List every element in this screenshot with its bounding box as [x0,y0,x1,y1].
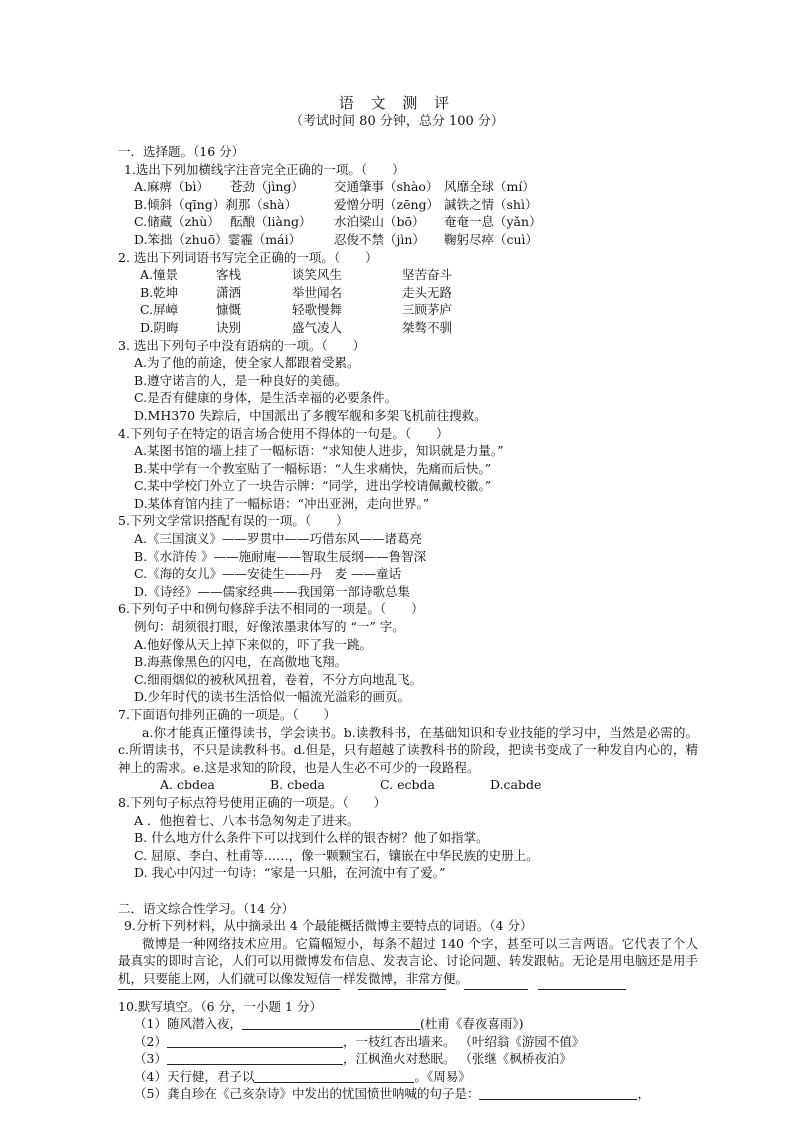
q10-item-1 [118,1015,698,1033]
q6-example: 例句：胡须很打眼，好像浓墨隶体写的 “一” 字。 [134,619,405,635]
q1-b-col3: 爱憎分明（zēng） [334,196,440,212]
q10-item-1-blank[interactable] [242,1016,420,1030]
section-spacer [118,882,698,900]
q5-option-d: D.《诗经》——儒家经典——我国第一部诗歌总集 [134,583,411,599]
q10-item-3 [118,1050,698,1068]
q6-option-a: A.他好像从天上掉下来似的，吓了我一跳。 [134,636,373,652]
q2-b-w1: B.乾坤 [140,284,179,300]
q10-item-1-before: 随风潜入夜， [166,1016,242,1032]
q1-c-col2: 酝酿（liàng） [230,214,312,230]
q4-stem: 4.下列句子在特定的语言场合使用不得体的一句是。（ ） [118,425,449,441]
q10-item-4-blank[interactable] [254,1069,414,1083]
q8-stem: 8.下列句子标点符号使用正确的一项是。（ ） [118,794,387,810]
q10-item-4 [118,1068,698,1086]
q5-option-a: A.《三国演义》——罗贯中——巧借东风——诸葛亮 [134,531,423,547]
q2-option-c [118,301,698,319]
q10-item-1-num: （1） [134,1016,167,1032]
q3-option-b: B.遵守诺言的人，是一种良好的美德。 [134,372,348,388]
q7-option-c: C. ecbda [380,777,435,793]
q10-item-5-blank[interactable] [479,1086,637,1100]
q9-blank-4[interactable] [538,988,626,990]
q7-option-b: B. cbeda [270,777,325,793]
q1-option-b [118,196,698,214]
q10-item-4-num: （4） [134,1068,167,1084]
q4-option-d: D.某体育馆内挂了一幅标语：“冲出亚洲，走向世界。” [134,495,430,511]
q2-d-w1: D.阴晦 [140,319,179,335]
q2-d-w2: 诀别 [216,319,242,335]
q10-item-4-after: 。《周易》 [414,1068,471,1084]
q1-option-a [118,178,698,196]
q3-option-c: C.是否有健康的身体，是生活幸福的必要条件。 [134,390,398,406]
q1-d-col4: 鞠躬尽瘁（cuì） [444,231,539,247]
q10-item-2-blank[interactable] [167,1034,343,1048]
q2-b-w4: 走头无路 [402,284,453,300]
q2-option-b [118,284,698,302]
q2-b-w3: 举世闻名 [292,284,343,300]
q2-a-w3: 谈笑风生 [292,267,343,283]
q10-item-4-before: 天行健，君子以 [166,1068,255,1084]
section1-heading: 一．选择题。（16 分） [118,144,245,159]
q1-d-col1: D.笨拙（zhuō）霎霾（mái） [134,231,302,247]
q10-item-5-num: （5） [134,1086,167,1102]
q2-a-w2: 客栈 [216,267,242,283]
q9-blank-1[interactable] [118,988,340,990]
q2-c-w2: 慷慨 [216,302,242,318]
q10-item-3-blank[interactable] [167,1051,343,1065]
q2-d-w3: 盛气凌人 [292,319,343,335]
q2-option-d [118,319,698,337]
q2-d-w4: 桀骜不驯 [402,319,453,335]
q1-b-col4: 諴铁之情（shì） [444,196,538,212]
q4-option-b: B.某中学有一个教室贴了一幅标语：“人生求痛快，先痛而后快。” [134,460,492,476]
q2-c-w4: 三顾茅庐 [402,302,453,318]
q6-stem: 6.下列句子中和例句修辞手法不相同的一项是。（ ） [118,601,424,617]
q10-item-2-after: ，一枝红杏出墙来。 （叶绍翁《游园不值》 [342,1033,585,1049]
q1-a-col1: A.麻痹（bì） [134,179,210,195]
q7-options [118,776,698,794]
q10-stem: 10.默写填空。（6 分，一小题 1 分） [118,998,322,1014]
q1-c-col4: 奄奄一息（yǎn） [444,214,542,230]
q10-item-5-after: ， [637,1086,650,1102]
q1-a-col3: 交通肇事（shào） [334,179,439,195]
q2-c-w1: C.屏嶂 [140,302,179,318]
q3-option-d: D.MH370 失踪后，中国派出了多艘军舰和多架飞机前往搜救。 [134,407,487,423]
q1-a-col4: 风靡全球（mí） [444,179,535,195]
q9-stem: 9.分析下列材料，从中摘录出 4 个最能概括微博主要特点的词语。（4 分） [124,918,533,934]
q8-option-c: C. 屈原、李白、杜甫等……，像一颗颗宝石，镶嵌在中华民族的史册上。 [134,847,539,863]
section2-heading: 二．语文综合性学习。（14 分） [118,900,295,916]
q3-stem: 3. 选出下列句子中没有语病的一项。（ ） [118,337,366,353]
exam-subtitle: （考试时间 80 分钟，总分 100 分） [290,114,504,129]
exam-title: 语 文 测 评 [338,94,456,112]
q1-d-col3: 忍俊不禁（jìn） [334,231,425,247]
q6-option-b: B.海燕像黑色的闪电，在高傲地飞翔。 [134,654,348,670]
q1-option-c [118,213,698,231]
q10-item-5-before: 龚自珍在《己亥杂诗》中发出的忧国愤世呐喊的句子是： [166,1086,480,1102]
q10-item-2-num: （2） [134,1033,167,1049]
q10-item-3-num: （3） [134,1051,167,1067]
q10-item-3-after: ，江枫渔火对愁眠。 （张继《枫桥夜泊》 [342,1051,572,1067]
q2-a-w1: A.憧景 [140,267,179,283]
q7-option-a: A. cbdea [160,777,215,793]
q10-item-2 [118,1033,698,1051]
exam-content [118,143,698,1103]
q2-c-w3: 轻歌慢舞 [292,302,343,318]
q9-blank-2[interactable] [358,988,446,990]
q2-b-w2: 潇洒 [216,284,242,300]
q5-option-b: B.《水浒传 》——施耐庵——智取生辰纲——鲁智深 [134,548,427,564]
q1-c-col1: C.储藏（zhù） [134,214,220,230]
q8-option-b: B. 什么地方什么条件下可以找到什么样的银杏树？他了如指掌。 [134,830,489,846]
q5-stem: 5.下列文学常识搭配有误的一项。（ ） [118,513,349,529]
q10-item-1-after: (杜甫《春夜喜雨》) [419,1016,524,1032]
q2-stem: 2. 选出下列词语书写完全正确的一项。（ ） [118,249,378,265]
q6-option-d: D.少年时代的读书生活恰似一幅流光溢彩的画页。 [134,689,411,705]
q1-a-col2: 苍劲（jìng） [230,179,304,195]
q5-option-c: C.《海的女儿》——安徒生——丹 麦 ——童话 [134,566,402,582]
q7-option-d: D.cabde [490,777,542,793]
q2-a-w4: 坚苦奋斗 [402,267,453,283]
q1-stem: 1.选出下列加横线字注音完全正确的一项。（ ） [124,161,405,177]
q1-c-col3: 水泊梁山（bō） [334,214,425,230]
q4-option-c: C.某中学校门外立了一块告示牌：“同学，进出学校请佩戴校徽。” [134,478,492,494]
q6-option-c: C.细雨烟似的被秋风扭着，卷着，不分方向地乱飞。 [134,671,423,687]
q1-b-col1: B.倾斜（qīng）刹那（shà） [134,196,298,212]
q7-stem: 7.下面语句排列正确的一项是。（ ） [118,707,337,722]
q9-blank-3[interactable] [464,988,528,990]
q9-answer-blanks [118,988,698,998]
q1-option-d [118,231,698,249]
q8-option-d: D. 我心中闪过一句诗：“家是一只船，在河流中有了爱。” [134,865,446,881]
q8-option-a: A ．他抱着七、八本书急匆匆走了进来。 [134,812,360,828]
q10-item-5 [118,1085,698,1103]
q4-option-a: A.某图书馆的墙上挂了一幅标语：“求知使人进步，知识就是力量。” [134,443,504,459]
q2-option-a [118,266,698,284]
q7-passage: a.你才能真正懂得读书，学会读书。b.读教科书，在基础知识和专业技能的学习中，当然是必需的。c.所谓读书，不只是读教科书。d.但是，只有超越了读教科书的阶段，把读书变成了一种发自内心的，精神上的需求。e.这是求知的阶段，也是人生必不可少的一段路程。 [118,724,698,775]
q3-option-a: A.为了他的前途，使全家人都跟着受累。 [134,355,360,371]
q9-passage: 微博是一种网络技术应用。它篇幅短小，每条不超过 140 个字，甚至可以三言两语。它代表了个人最真实的即时言论，人们可以用微博发布信息、发表言论、讨论问题、转发跟帖。无论是用电脑还是用手机，只要能上网，人们就可以像发短信一样发微博，非常方便。 [118,935,698,986]
